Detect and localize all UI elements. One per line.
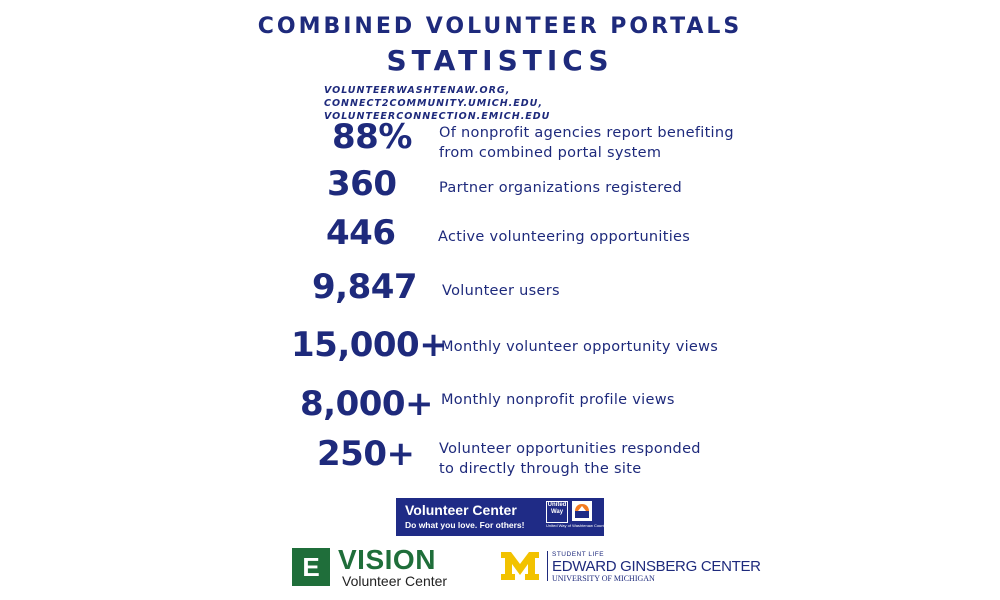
- volunteer-center-title: Volunteer Center: [405, 502, 517, 518]
- page-title: COMBINED VOLUNTEER PORTALS: [257, 14, 743, 39]
- stat-value-opportunity-views: 15,000+: [291, 325, 448, 365]
- stat-value-volunteer-users: 9,847: [312, 267, 418, 307]
- ginsberg-center-name: EDWARD GINSBERG CENTER: [552, 558, 761, 575]
- stat-value-agencies-benefit: 88%: [332, 117, 412, 157]
- block-m-icon: [500, 550, 540, 582]
- united-way-badge: United Way: [546, 501, 568, 523]
- stat-value-profile-views: 8,000+: [300, 384, 434, 424]
- ginsberg-divider: [547, 551, 548, 581]
- stat-desc-active-opportunities: Active volunteering opportunities: [438, 229, 691, 245]
- stat-desc-opportunity-views: Monthly volunteer opportunity views: [441, 339, 719, 355]
- vision-subtitle: Volunteer Center: [342, 573, 448, 589]
- vision-wordmark: VISION: [338, 544, 436, 575]
- stat-desc-volunteer-users: Volunteer users: [442, 283, 560, 299]
- stat-desc-partner-orgs: Partner organizations registered: [439, 180, 682, 196]
- united-way-subtitle: United Way of Washtenaw County: [546, 523, 607, 528]
- stat-desc-line: from combined portal system: [439, 145, 662, 161]
- emu-e-emblem: E: [292, 548, 330, 586]
- stat-desc-profile-views: Monthly nonprofit profile views: [441, 392, 675, 408]
- volunteer-center-logo: [396, 498, 607, 536]
- stat-desc-agencies-benefit: [439, 123, 734, 163]
- united-way-mark: [544, 500, 607, 534]
- volunteer-center-tagline: Do what you love. For others!: [405, 520, 525, 530]
- portal-urls-line1: VOLUNTEERWASHTENAW.ORG, CONNECT2COMMUNITY.UMICH.EDU,: [324, 85, 543, 109]
- stat-value-active-opportunities: 446: [326, 213, 396, 253]
- stat-desc-line: Of nonprofit agencies report benefiting: [439, 125, 734, 141]
- stat-desc-line: Volunteer opportunities responded: [439, 441, 701, 457]
- united-way-hand-icon: [572, 501, 592, 521]
- stat-value-responded: 250+: [317, 434, 415, 474]
- stat-desc-line: to directly through the site: [439, 461, 642, 477]
- ginsberg-student-life: STUDENT LIFE: [552, 551, 605, 558]
- stat-desc-responded: [439, 439, 701, 479]
- page-subtitle: STATISTICS: [386, 44, 614, 77]
- stat-value-partner-orgs: 360: [327, 164, 397, 204]
- ginsberg-university: UNIVERSITY OF MICHIGAN: [552, 574, 655, 583]
- portal-urls-line2: VOLUNTEERCONNECTION.EMICH.EDU: [324, 111, 551, 122]
